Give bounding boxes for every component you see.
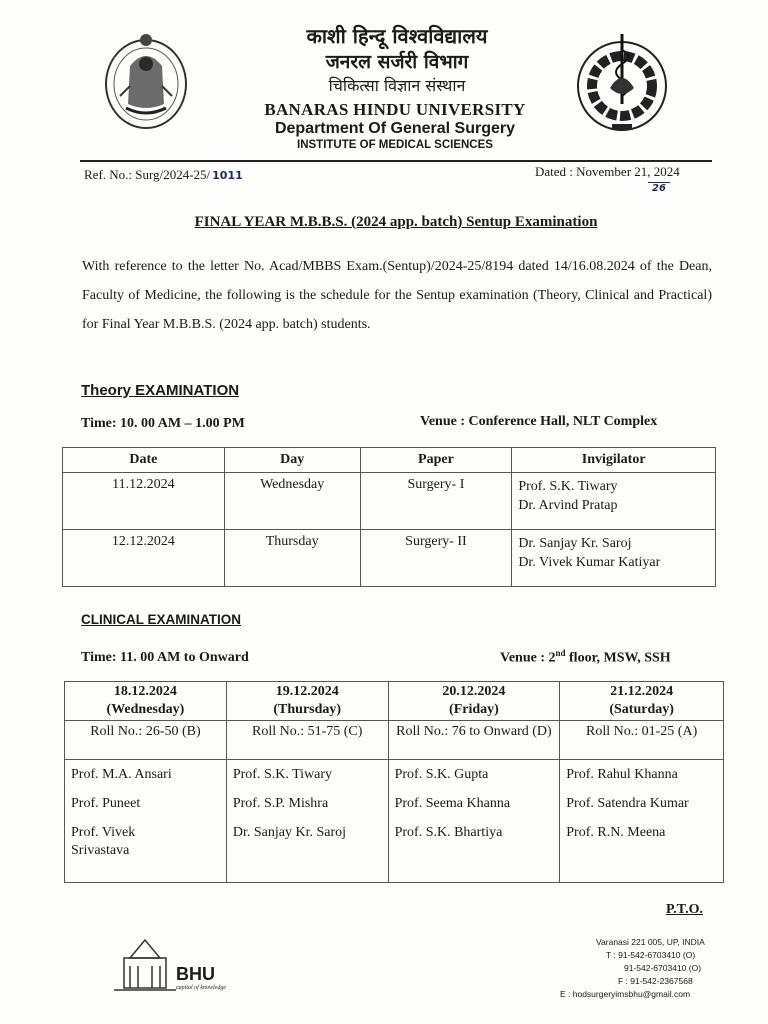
cell-day: Thursday (224, 530, 360, 587)
examiner-name: Prof. S.K. Gupta (394, 767, 489, 782)
please-turn-over: P.T.O. (666, 902, 703, 917)
reference-label: Ref. No.: Surg/2024-25/ (84, 167, 211, 182)
examiner-name: Prof. Seema Khanna (394, 796, 511, 811)
bhu-logo-tagline: capital of knowledge (176, 985, 226, 991)
day-header (65, 682, 227, 721)
day-date: 21.12.2024 (610, 684, 674, 699)
column-header-date: Date (63, 448, 225, 473)
examiner-name: Prof. Puneet (71, 796, 141, 811)
roll-number-row (65, 721, 724, 760)
examiner-cell (226, 760, 388, 883)
intro-paragraph: With reference to the letter No. Acad/MBBS Exam.(Sentup)/2024-25/8194 dated 14/16.08.2024 of the Dean, Faculty of Medicine, the following is the schedule for the Sentup examination (Theory, Clinical and Practical) for Final Year M.B.B.S. (2024 app. batch) students. (82, 259, 712, 332)
reference-number (84, 167, 243, 183)
examiner-name: Prof. M.A. Ansari (71, 767, 172, 782)
venue-superscript: nd (555, 648, 566, 658)
table-row (63, 530, 716, 587)
cell-day: Wednesday (224, 473, 360, 530)
day-name: (Wednesday) (106, 702, 185, 717)
day-name: (Friday) (449, 702, 499, 717)
header-divider (80, 160, 712, 162)
invigilator-name: Prof. S.K. Tiwary (518, 479, 618, 494)
handwritten-date-correction: 26 (648, 182, 670, 194)
bhu-logo-text: BHU (176, 964, 215, 984)
cell-invigilators (512, 473, 716, 530)
phone-primary: T : 91-542-6703410 (O) (606, 950, 696, 960)
institute-name: INSTITUTE OF MEDICAL SCIENCES (297, 139, 493, 151)
examiner-name: Prof. Vivek Srivastava (71, 825, 136, 858)
day-header (388, 682, 560, 721)
contact-block (560, 936, 716, 1001)
hindi-institute-name: चिकित्सा विज्ञान संस्थान (328, 76, 466, 95)
cell-paper: Surgery- II (360, 530, 512, 587)
document-title: FINAL YEAR M.B.B.S. (2024 app. batch) Sentup Examination (194, 214, 598, 230)
day-name: (Thursday) (273, 702, 342, 717)
bhu-building-icon (110, 936, 180, 994)
cell-date: 12.12.2024 (63, 530, 225, 587)
table-header-row (63, 448, 716, 473)
saraswati-seal-icon (100, 26, 192, 134)
day-date: 19.12.2024 (275, 684, 339, 699)
examiner-row (65, 760, 724, 883)
examiner-name: Prof. Rahul Khanna (566, 767, 678, 782)
examiner-name: Prof. Satendra Kumar (566, 796, 689, 811)
address: Varanasi 221 005, UP, INDIA (596, 937, 705, 947)
clinical-venue (500, 648, 671, 667)
day-header (226, 682, 388, 721)
cell-invigilators (512, 530, 716, 587)
university-name: BANARAS HINDU UNIVERSITY (264, 100, 526, 119)
examiner-name: Dr. Sanjay Kr. Saroj (232, 825, 347, 840)
venue-prefix: Venue : 2 (500, 650, 556, 666)
department-name: Department Of General Surgery (274, 120, 516, 137)
day-name: (Saturday) (609, 702, 674, 717)
roll-number-cell: Roll No.: 26-50 (B) (65, 721, 227, 760)
bhu-footer-logo (110, 934, 230, 998)
examiner-name: Prof. R.N. Meena (566, 825, 666, 840)
invigilator-name: Dr. Arvind Pratap (518, 498, 618, 513)
theory-heading: Theory EXAMINATION (81, 382, 240, 399)
clinical-schedule-table (64, 681, 724, 883)
roll-number-cell: Roll No.: 51-75 (C) (226, 721, 388, 760)
table-row (63, 473, 716, 530)
examiner-cell (388, 760, 560, 883)
invigilator-name: Dr. Vivek Kumar Katiyar (518, 555, 661, 570)
clinical-time: Time: 11. 00 AM to Onward (81, 650, 249, 665)
theory-venue: Venue : Conference Hall, NLT Complex (420, 414, 658, 429)
column-header-paper: Paper (360, 448, 512, 473)
theory-time: Time: 10. 00 AM – 1.00 PM (81, 416, 245, 431)
table-header-row (65, 682, 724, 721)
day-header (560, 682, 724, 721)
column-header-invigilator: Invigilator (512, 448, 716, 473)
email: E : hodsurgeryimsbhu@gmail.com (560, 989, 691, 999)
hindi-department-name: जनरल सर्जरी विभाग (325, 51, 469, 73)
column-header-day: Day (224, 448, 360, 473)
day-date: 20.12.2024 (442, 684, 506, 699)
hindi-university-name: काशी हिन्दू विश्वविद्यालय (306, 24, 488, 48)
examiner-cell (65, 760, 227, 883)
cell-date: 11.12.2024 (63, 473, 225, 530)
phone-secondary: 91-542-6703410 (O) (624, 963, 702, 973)
examiner-name: Prof. S.K. Bhartiya (394, 825, 503, 840)
examiner-name: Prof. S.P. Mishra (232, 796, 329, 811)
invigilator-name: Dr. Sanjay Kr. Saroj (518, 536, 632, 551)
reference-handwritten-number: 1011 (212, 169, 243, 182)
cell-paper: Surgery- I (360, 473, 512, 530)
ims-emblem-icon (572, 28, 672, 134)
theory-schedule-table (62, 447, 716, 587)
venue-suffix: floor, MSW, SSH (565, 650, 671, 666)
roll-number-cell: Roll No.: 01-25 (A) (560, 721, 724, 760)
day-date: 18.12.2024 (113, 684, 177, 699)
clinical-heading: CLINICAL EXAMINATION (81, 612, 241, 627)
fax: F : 91-542-2367568 (618, 976, 693, 986)
dated-line: Dated : November 21, 2024 (535, 164, 680, 179)
roll-number-cell: Roll No.: 76 to Onward (D) (388, 721, 560, 760)
examiner-name: Prof. S.K. Tiwary (232, 767, 333, 782)
examiner-cell (560, 760, 724, 883)
